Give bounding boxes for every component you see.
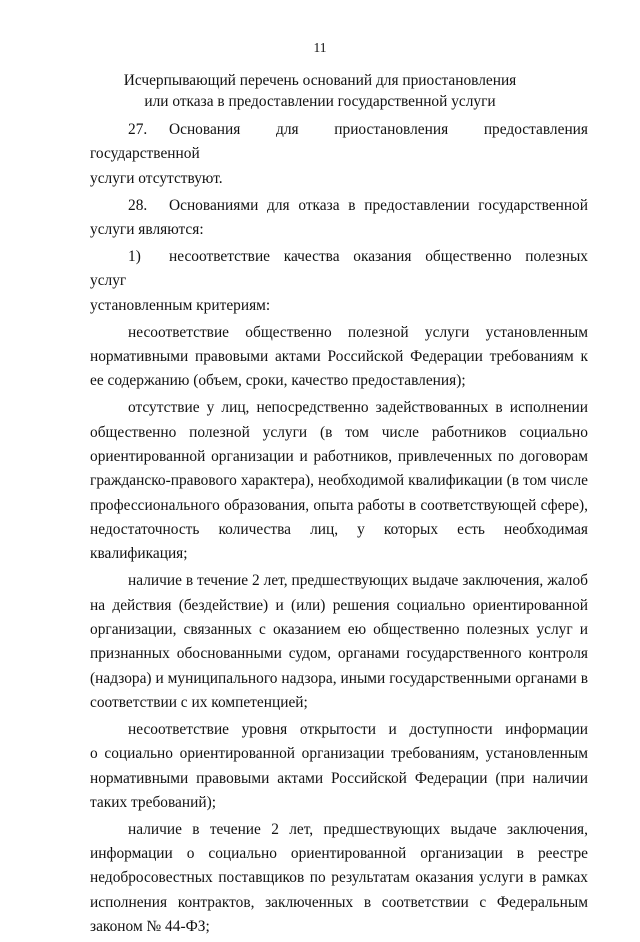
paragraph-first-line: несоответствие качества оказания общественно полезных услуг (90, 248, 588, 290)
heading-line: или отказа в предоставлении государственной услуги (144, 93, 496, 110)
criterion-openness (90, 718, 588, 815)
paragraph-text: на действия (бездействие) и (или) решения социально ориентированной организации, связанных с оказанием ею общественно полезных услуг и признанных обоснованными судом, органами государственного контроля (надзора) и муниципального надзора, иными государственными органами в соответствии с их компетенцией; (90, 596, 588, 711)
paragraph-text: установленным критериям: (90, 296, 271, 314)
criterion-registry (90, 818, 588, 939)
paragraph-first-line: наличие в течение 2 лет, предшествующих выдаче заключения, (128, 820, 588, 838)
document-body (90, 118, 588, 942)
subitem-1 (90, 245, 588, 318)
paragraph-text: услуги являются: (90, 220, 204, 238)
paragraph-text: информации о социально ориентированной организации в реестре недобросовестных поставщиков по результатам оказания услуги в рамках исполнения контрактов, заключенных в соответствии с Федеральным законом № 44-ФЗ; (90, 845, 588, 936)
criterion-complaints (90, 569, 588, 715)
paragraph-number: 1) (128, 248, 141, 266)
criterion-content (90, 321, 588, 394)
paragraph-number: 28. (128, 196, 148, 214)
paragraph-text: о социально ориентированной организации требованиям, установленным нормативными правовыми актами Российской Федерации (при наличии таких требований); (90, 745, 588, 811)
paragraph-text: услуги отсутствуют. (90, 169, 223, 187)
paragraph-first-line: несоответствие уровня открытости и доступности информации (128, 720, 588, 738)
heading-line: Исчерпывающий перечень оснований для приостановления (123, 72, 517, 89)
paragraph-first-line: отсутствие у лиц, непосредственно задействованных в исполнении (128, 399, 588, 417)
paragraph-text: нормативными правовыми актами Российской Федерации требованиям к ее содержанию (объем, сроки, качество предоставления); (90, 348, 588, 390)
page-number: 11 (313, 40, 327, 55)
section-heading (0, 70, 640, 112)
paragraph-first-line: Основаниями для отказа в предоставлении государственной (169, 196, 588, 214)
paragraph-number: 27. (128, 121, 148, 138)
paragraph-first-line: наличие в течение 2 лет, предшествующих выдаче заключения, жалоб (128, 572, 588, 590)
criterion-qualification (90, 396, 588, 566)
paragraph-text: общественно полезной услуги (в том числе работников социально ориентированной организации и работников, привлеченных по договорам гражданско-правового характера), необходимой квалификации (в том числе профессионального образования, опыта работы в соответствующей сфере), недостаточность количества лиц, у которых есть необходимая квалификация; (90, 423, 588, 563)
paragraph-first-line: несоответствие общественно полезной услуги установленным (128, 323, 588, 341)
paragraph-27 (90, 118, 588, 191)
paragraph-first-line: Основания для приостановления предоставления государственной (90, 121, 588, 163)
paragraph-28 (90, 194, 588, 243)
